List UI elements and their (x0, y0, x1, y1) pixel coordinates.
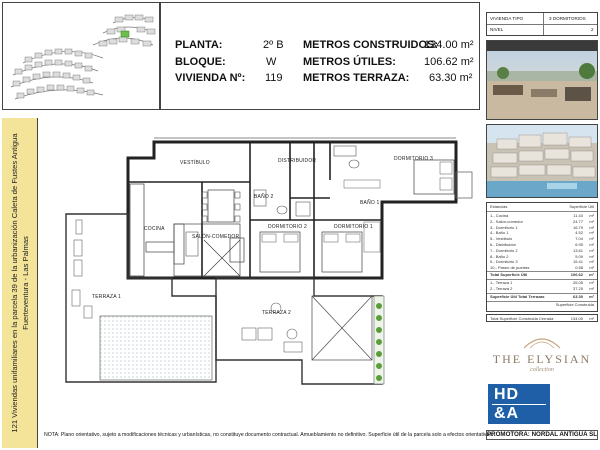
spec-row-unit: m² (589, 259, 594, 265)
spec-terrazas-total-unit: m² (589, 294, 594, 299)
spec-row-name: 2.- Salón-comedor (490, 218, 523, 224)
utiles-value: 106.62 m² (424, 56, 474, 68)
construidos-value: 134.00 m² (424, 39, 474, 51)
room-dormitorio3: DORMITORIO 3 (394, 156, 433, 162)
key-plan-map (3, 3, 159, 109)
room-terraza2: TERRAZA 2 (262, 310, 292, 316)
room-dormitorio2: DORMITORIO 2 (268, 224, 307, 230)
hda-logo (488, 384, 550, 424)
spec-row-name: 2.- Terraza 2 (490, 286, 513, 291)
spec-row-unit: m² (589, 253, 594, 259)
spec-construida-row (486, 314, 598, 322)
spec-row-unit: m² (589, 242, 594, 247)
elysian-logo-mark (486, 326, 598, 352)
spec-row-name: 4.- Baño 1 (490, 230, 509, 236)
spec-row-name: 6.- Distribuidor (490, 242, 517, 247)
hda-logo-top: HD (494, 386, 520, 403)
spec-row-name: 1.- Cocina (490, 213, 509, 218)
room-cocina: COCINA (144, 226, 165, 232)
spec-construida-unit: m² (589, 316, 594, 321)
rendering-photo-buildings (486, 124, 598, 198)
spec-row-unit: m² (589, 236, 594, 242)
spec-row-name: 1.- Terraza 1 (490, 280, 513, 285)
vivienda-value: 119 (265, 72, 283, 84)
spec-row-name: 3.- Dormitorio 1 (490, 224, 518, 230)
room-terraza1: TERRAZA 1 (92, 294, 122, 300)
room-bano2: BAÑO 2 (254, 194, 274, 200)
spec-row-value: 5.09 (575, 253, 583, 259)
bloque-value: W (266, 56, 277, 68)
bloque-label: BLOQUE: (175, 56, 226, 68)
side-text-line1: 121 Viviendas unifamiliares en la parcela 39 de la urbanización Caleta de Fustes Antigua (9, 133, 19, 433)
hda-logo-bottom: &A (494, 405, 520, 422)
key-plan-frame (2, 2, 160, 110)
spec-construida-value: 134.00 (570, 316, 583, 321)
spec-superficie-header: Superficie Útil (569, 204, 594, 209)
spec-row-name: 5.- Vestíbulo (490, 236, 513, 242)
spec-table (486, 202, 598, 312)
spec-row (487, 286, 597, 292)
spec-row-unit: m² (589, 280, 594, 285)
spec-total-util-label: Total Superficie Útil (490, 272, 528, 277)
spec-construida-header: Superficie Construida (555, 302, 594, 307)
header-data-frame (160, 2, 480, 110)
room-bano1: BAÑO 1 (360, 200, 380, 206)
rendering-photo-terrace (486, 40, 598, 120)
project-side-band (2, 118, 38, 448)
planta-value: 2º B (263, 39, 284, 51)
spec-row-value: 11.43 (573, 213, 583, 218)
room-distribuidor: DISTRIBUIDOR (278, 158, 317, 164)
elysian-name: THE ELYSIAN (492, 352, 592, 366)
spec-row-unit: m² (589, 230, 594, 236)
vivienda-tipo-value: 3 DORMITORIOS (549, 16, 586, 21)
key-plan-highlight (121, 31, 129, 37)
spec-row-unit: m² (589, 265, 594, 271)
room-dormitorio1: DORMITORIO 1 (334, 224, 373, 230)
info-box (486, 12, 598, 36)
spec-estancias-header: Estancias (490, 204, 508, 209)
nivel-label: NIVEL (490, 27, 504, 32)
floor-plan-drawing (44, 120, 480, 426)
spec-row-value: 7.04 (575, 236, 583, 242)
vivienda-tipo-label: VIVIENDA TIPO (490, 16, 524, 21)
room-salon: SALÓN-COMEDOR (192, 234, 240, 240)
elysian-tagline: collection (530, 367, 554, 373)
floor-plan (44, 120, 480, 426)
spec-total-util-value: 106.62 (570, 272, 583, 277)
spec-terrace-rows (487, 280, 597, 292)
spec-row-value: 0.58 (575, 265, 583, 271)
spec-row-name: 7.- Dormitorio 2 (490, 247, 518, 253)
spec-row-name: 8.- Baño 2 (490, 253, 509, 259)
nivel-value: 2 (591, 27, 594, 32)
spec-row-unit: m² (589, 247, 594, 253)
spec-row-name: 9.- Dormitorio 3 (490, 259, 518, 265)
spec-terrazas-total-label: Superficie Útil Total Terrazas (490, 294, 545, 299)
spec-row-unit: m² (589, 286, 594, 291)
construidos-label: METROS CONSTRUIDOS: (303, 39, 439, 51)
promotora-label: PROMOTORA: NORDAL ANTIGUA SL (487, 431, 597, 438)
spec-row-value: 37.25 (572, 286, 583, 291)
spec-construida-label: Total Superficie Construida Cerrada (490, 316, 554, 321)
spec-rows (487, 213, 597, 271)
terraza-label: METROS TERRAZA: (303, 72, 410, 84)
spec-terrazas-total-value: 63.30 (572, 294, 583, 299)
spec-row-unit: m² (589, 213, 594, 218)
side-text-line2: Fuerteventura - Las Palmas (20, 236, 30, 330)
spec-row-value: 4.52 (575, 230, 583, 236)
spec-row-value: 15.41 (572, 259, 583, 265)
spec-row-name: 10.- Paseo de puertas (490, 265, 530, 271)
spec-row-value: 24.77 (572, 218, 583, 224)
terraza-value: 63.30 m² (429, 72, 473, 84)
spec-row-value: 26.05 (572, 280, 583, 285)
spec-row-unit: m² (589, 224, 594, 230)
elysian-brand (486, 326, 598, 378)
planta-label: PLANTA: (175, 39, 223, 51)
spec-row-value: 6.95 (575, 242, 583, 247)
room-vestibulo: VESTÍBULO (180, 160, 210, 166)
spec-row-value: 13.61 (572, 247, 583, 253)
vivienda-label: VIVIENDA Nº: (175, 72, 246, 84)
spec-row-unit: m² (589, 218, 594, 224)
spec-row-value: 16.79 (572, 224, 583, 230)
legal-note: NOTA: Plano orientativo, sujeto a modificaciones técnicas y urbanísticas, no constituye documento contractual. Amueblamiento no definitivo. Superficie útil de la parcela solo a efectos orientativos. (44, 432, 494, 438)
utiles-label: METROS ÚTILES: (303, 56, 396, 68)
spec-total-util-unit: m² (589, 272, 594, 277)
